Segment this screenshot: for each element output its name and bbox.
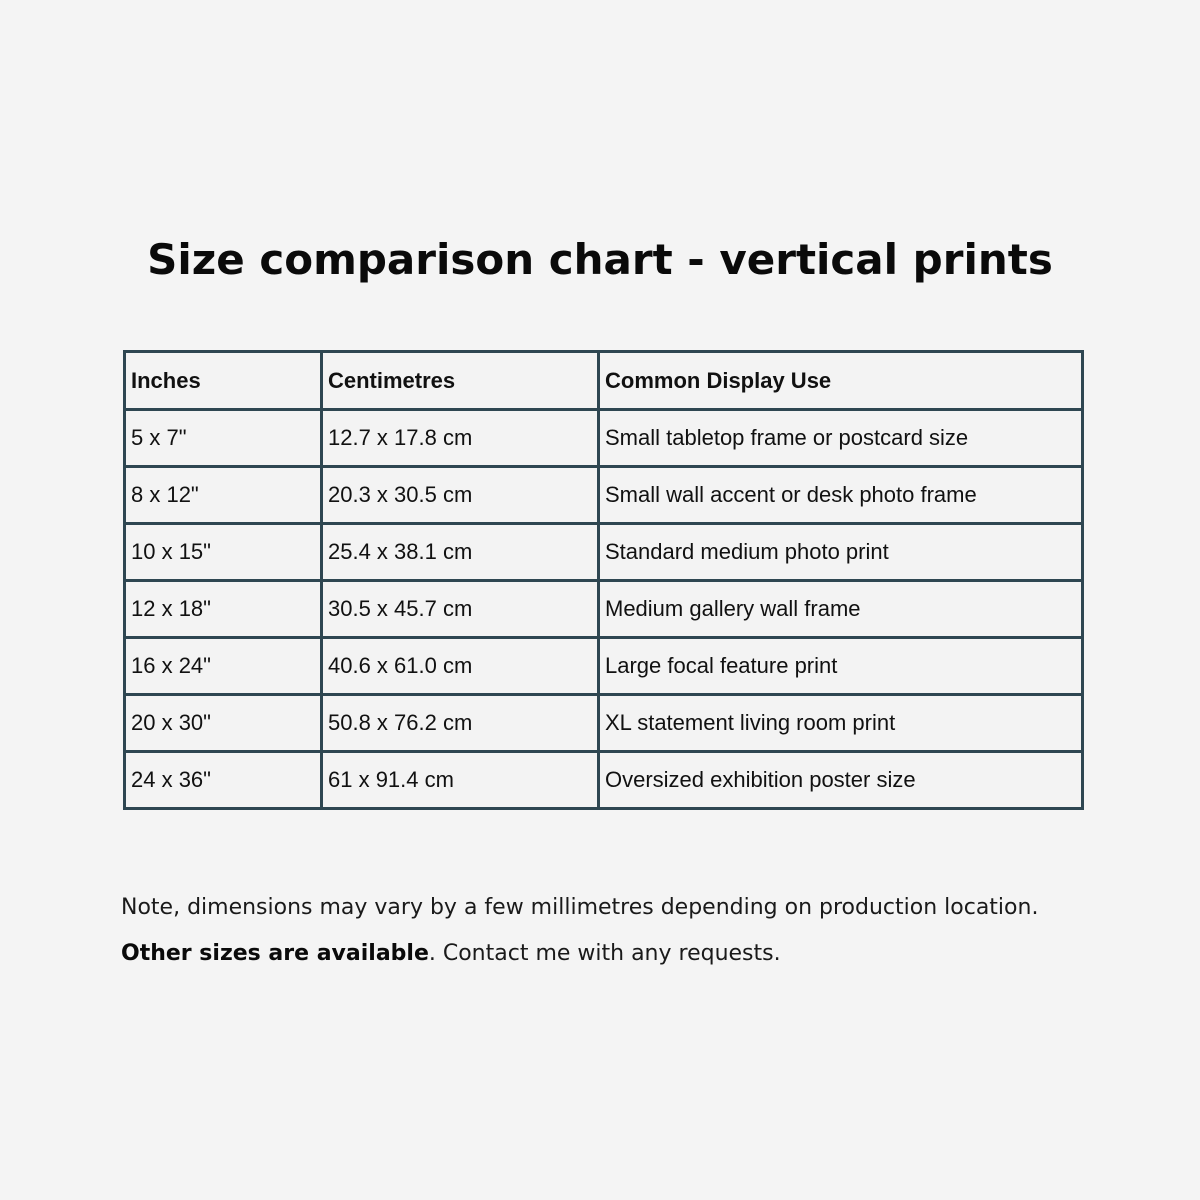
cell-centimetres: 12.7 x 17.8 cm [322,410,599,467]
table-row [125,410,1083,467]
cell-display-use: Medium gallery wall frame [599,581,1083,638]
column-header-inches: Inches [125,352,322,410]
cell-display-use: Large focal feature print [599,638,1083,695]
availability-note [121,938,1121,970]
size-comparison-table [123,350,1084,810]
table-row [125,695,1083,752]
table-header-row [125,352,1083,410]
cell-centimetres: 20.3 x 30.5 cm [322,467,599,524]
cell-display-use: Standard medium photo print [599,524,1083,581]
page-title: Size comparison chart - vertical prints [147,235,1053,284]
cell-display-use: Oversized exhibition poster size [599,752,1083,809]
cell-inches: 5 x 7" [125,410,322,467]
cell-display-use: XL statement living room print [599,695,1083,752]
notes-section [121,892,1121,984]
availability-note-rest: . Contact me with any requests. [428,941,781,966]
table-row [125,638,1083,695]
cell-centimetres: 30.5 x 45.7 cm [322,581,599,638]
cell-inches: 20 x 30" [125,695,322,752]
cell-inches: 16 x 24" [125,638,322,695]
cell-display-use: Small tabletop frame or postcard size [599,410,1083,467]
table-row [125,752,1083,809]
cell-centimetres: 50.8 x 76.2 cm [322,695,599,752]
dimension-note: Note, dimensions may vary by a few millimetres depending on production location. [121,895,1039,920]
column-header-centimetres: Centimetres [322,352,599,410]
column-header-display-use: Common Display Use [599,352,1083,410]
cell-centimetres: 40.6 x 61.0 cm [322,638,599,695]
cell-centimetres: 61 x 91.4 cm [322,752,599,809]
cell-inches: 8 x 12" [125,467,322,524]
cell-display-use: Small wall accent or desk photo frame [599,467,1083,524]
cell-inches: 10 x 15" [125,524,322,581]
availability-note-bold: Other sizes are available [121,941,429,966]
table-row [125,467,1083,524]
table-row [125,581,1083,638]
table-row [125,524,1083,581]
cell-centimetres: 25.4 x 38.1 cm [322,524,599,581]
cell-inches: 12 x 18" [125,581,322,638]
cell-inches: 24 x 36" [125,752,322,809]
